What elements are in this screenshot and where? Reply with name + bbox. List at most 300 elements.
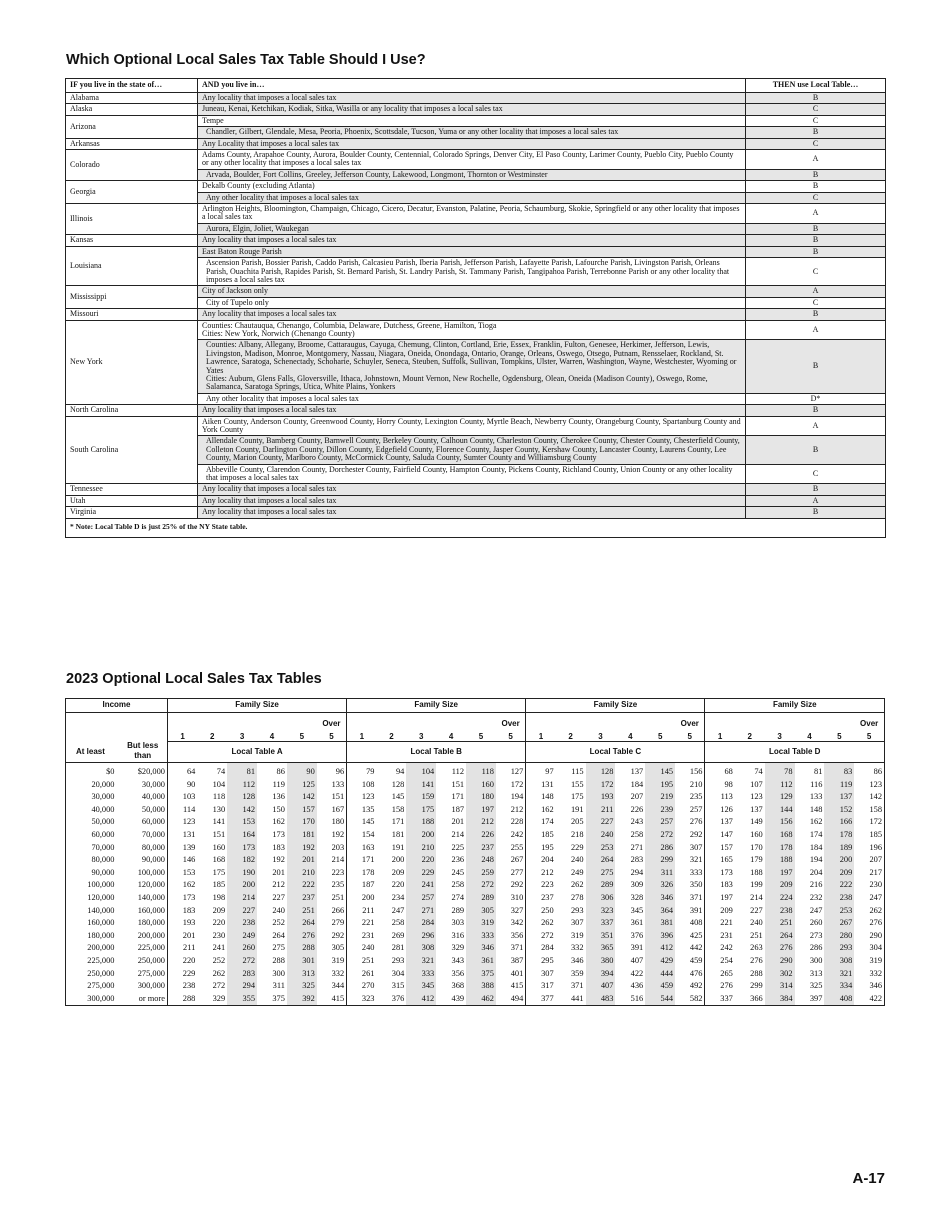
tax-amount: 192 <box>272 855 285 865</box>
family-size-column <box>317 713 347 742</box>
tax-amount: 74 <box>216 767 226 776</box>
tax-amount: 188 <box>765 854 795 867</box>
income-but-less-than: 80,000 <box>141 842 165 852</box>
tax-amount: 210 <box>287 867 317 880</box>
tax-amount: 86 <box>873 767 882 776</box>
at-least-header: At least <box>66 742 117 763</box>
tax-amount: 170 <box>750 842 763 852</box>
tax-amount: 356 <box>510 930 524 940</box>
tax-amount: 342 <box>510 918 524 928</box>
tax-amount: 304 <box>391 968 405 978</box>
table-row <box>66 980 885 993</box>
tax-amount: 178 <box>765 842 795 855</box>
size-number: 3 <box>598 731 603 741</box>
table-row <box>66 930 885 943</box>
table-letter-cell: B <box>746 169 886 180</box>
state-cell: Alaska <box>66 104 198 115</box>
tax-amount: 207 <box>630 792 644 802</box>
tax-amount: 264 <box>586 854 616 867</box>
tax-amount: 190 <box>227 867 257 880</box>
tax-amount: 262 <box>212 968 226 978</box>
tax-amount: 308 <box>824 955 854 968</box>
state-cell: Alabama <box>66 93 198 104</box>
table-letter-cell: B <box>746 436 886 464</box>
family-size-column <box>526 713 556 742</box>
tax-amount: 211 <box>347 905 377 918</box>
tax-amount: 346 <box>645 892 675 905</box>
tax-amount: 173 <box>227 842 257 855</box>
tax-amount: 209 <box>765 879 795 892</box>
tax-amount: 294 <box>630 867 644 877</box>
tax-amount: 162 <box>167 879 197 892</box>
local-table-name: Local Table C <box>526 742 705 763</box>
tax-amount: 366 <box>750 993 763 1003</box>
locality-cell: Tempe <box>198 115 746 126</box>
tax-amount: 216 <box>809 880 823 890</box>
table-letter-cell: B <box>746 127 886 138</box>
locality-cell: Ascension Parish, Bossier Parish, Caddo Parish, Calcasieu Parish, Iberia Parish, Jefferson Parish, Lafayette Parish, Lafourche Parish, Livingston Parish, Orleans Parish, Ouachita Parish, Rapides Parish, St. Bernard Parish, St. Landry Parish, St. Tammany Parish, Tangipahoa Parish, Terrebonne Parish or any other locality that imposes a local sales tax <box>198 258 746 286</box>
size-number: 5 <box>478 731 484 741</box>
tax-amount: 262 <box>570 880 584 890</box>
tax-amount: 170 <box>287 816 317 829</box>
tax-amount: 258 <box>630 829 644 839</box>
tax-amount: 377 <box>526 993 556 1006</box>
tax-amount: 221 <box>347 917 377 930</box>
tax-amount: 175 <box>406 804 436 817</box>
tax-amount: 314 <box>765 980 795 993</box>
family-size-column <box>496 713 526 742</box>
tax-amount: 242 <box>510 829 524 839</box>
tax-amount: 231 <box>705 930 735 943</box>
tax-amount: 199 <box>750 880 763 890</box>
tax-amount: 223 <box>526 879 556 892</box>
tax-amount: 258 <box>451 880 465 890</box>
tax-amount: 408 <box>689 918 703 928</box>
locality-cell: Abbeville County, Clarendon County, Dorchester County, Fairfield County, Hampton County, Pickens County, Richland County, Union County or any other locality that imposes a local sales tax <box>198 464 746 484</box>
tax-amount: 179 <box>750 855 763 865</box>
tax-amount: 113 <box>705 791 735 804</box>
income-but-less-than: 40,000 <box>141 792 165 802</box>
tax-amount: 207 <box>869 855 882 865</box>
family-size-header: Family Size <box>347 699 526 713</box>
income-at-least: $0 <box>106 767 115 776</box>
tax-amount: 151 <box>331 792 345 802</box>
tax-amount: 306 <box>586 892 616 905</box>
tax-amount: 197 <box>705 892 735 905</box>
tax-amount: 368 <box>451 981 465 991</box>
income-at-least: 90,000 <box>91 867 115 877</box>
tax-amount: 108 <box>347 779 377 792</box>
tax-amount: 288 <box>287 942 317 955</box>
tax-amount: 188 <box>750 867 763 877</box>
tax-amount: 346 <box>869 981 882 991</box>
local-table-name: Local Table A <box>167 742 346 763</box>
tax-amount: 173 <box>167 892 197 905</box>
tax-amount: 272 <box>227 955 257 968</box>
tax-amount: 276 <box>765 942 795 955</box>
tax-amount: 148 <box>809 804 823 814</box>
tax-amount: 483 <box>586 993 616 1006</box>
state-cell: Kansas <box>66 235 198 246</box>
tax-amount: 195 <box>526 842 556 855</box>
tax-amount: 150 <box>272 804 285 814</box>
local-table-name: Local Table B <box>347 742 526 763</box>
tax-amount: 146 <box>167 854 197 867</box>
table-row <box>66 779 885 792</box>
tax-amount: 83 <box>824 763 854 779</box>
table-letter-cell: B <box>746 181 886 192</box>
tax-amount: 142 <box>869 792 882 802</box>
family-size-column <box>287 713 317 742</box>
tax-amount: 263 <box>750 943 763 953</box>
tax-amount: 220 <box>167 955 197 968</box>
locality-cell: Adams County, Arapahoe County, Aurora, Boulder County, Centennial, Colorado Springs, Denver City, El Paso County, Larimer County, Pueblo City, Pueblo County or any other locality that imposes a local sales tax <box>198 150 746 170</box>
tax-amount: 194 <box>809 855 823 865</box>
tax-amount: 212 <box>526 867 556 880</box>
family-size-column <box>347 713 377 742</box>
tax-amount: 174 <box>526 816 556 829</box>
tax-amount: 212 <box>510 804 524 814</box>
tax-amount: 319 <box>570 930 584 940</box>
tax-amount: 251 <box>750 930 763 940</box>
locality-cell: Dekalb County (excluding Atlanta) <box>198 181 746 192</box>
tax-amount: 221 <box>705 917 735 930</box>
tax-amount: 107 <box>750 779 763 789</box>
table-letter-cell: C <box>746 464 886 484</box>
tax-amount: 187 <box>347 879 377 892</box>
tax-amount: 325 <box>809 981 823 991</box>
tax-amount: 288 <box>167 993 197 1006</box>
tax-amount: 243 <box>630 817 644 827</box>
tax-amount: 264 <box>272 930 285 940</box>
tax-amount: 253 <box>824 905 854 918</box>
tax-amount: 104 <box>406 763 436 779</box>
size-number: 5 <box>657 731 663 741</box>
family-size-column <box>376 713 406 742</box>
locality-cell: Chandler, Gilbert, Glendale, Mesa, Peoria, Phoenix, Scottsdale, Tucson, Yuma or any other locality that imposes a local sales tax <box>198 127 746 138</box>
tax-amount: 311 <box>272 981 285 991</box>
tax-amount: 160 <box>750 829 763 839</box>
tax-amount: 142 <box>287 791 317 804</box>
tax-amount: 253 <box>586 842 616 855</box>
tax-amount: 230 <box>869 880 882 890</box>
state-cell: Utah <box>66 495 198 506</box>
tax-amount: 494 <box>510 993 524 1003</box>
income-but-less-than: 300,000 <box>137 981 165 991</box>
tax-amount: 328 <box>630 892 644 902</box>
tax-amount: 200 <box>824 854 854 867</box>
tax-amount: 317 <box>526 980 556 993</box>
income-at-least: 80,000 <box>91 855 115 865</box>
income-at-least: 200,000 <box>87 943 115 953</box>
tax-amount: 222 <box>287 879 317 892</box>
table-row <box>66 320 886 340</box>
tax-amount: 277 <box>510 867 524 877</box>
tax-amount: 334 <box>824 980 854 993</box>
tax-amount: 189 <box>824 842 854 855</box>
tax-amount: 157 <box>287 804 317 817</box>
tax-amount: 148 <box>526 791 556 804</box>
tax-amount: 96 <box>335 767 345 776</box>
tax-amount: 218 <box>570 829 584 839</box>
tax-amount: 333 <box>406 968 436 981</box>
tax-amount: 321 <box>689 855 703 865</box>
income-at-least: 180,000 <box>87 930 115 940</box>
tax-amount: 273 <box>809 930 823 940</box>
table-letter-cell: A <box>746 150 886 170</box>
tax-amount: 459 <box>645 980 675 993</box>
tax-amount: 217 <box>869 867 882 877</box>
tax-amount: 375 <box>272 993 285 1003</box>
tax-amount: 196 <box>869 842 882 852</box>
locality-cell: City of Jackson only <box>198 286 746 297</box>
table-row <box>66 917 885 930</box>
income-but-less-than: 70,000 <box>141 829 165 839</box>
spacer <box>66 713 117 742</box>
tax-amount: 156 <box>689 767 703 776</box>
income-at-least: 20,000 <box>91 779 115 789</box>
table-row <box>66 816 885 829</box>
tax-amount: 332 <box>869 968 882 978</box>
size-number: 5 <box>299 731 305 741</box>
tax-amount: 235 <box>689 792 703 802</box>
tax-amount: 401 <box>510 968 524 978</box>
tax-amount: 127 <box>510 767 524 776</box>
state-cell: Arkansas <box>66 138 198 149</box>
tax-amount: 259 <box>466 867 496 880</box>
tax-amount: 286 <box>645 842 675 855</box>
size-number: 3 <box>239 731 245 741</box>
tax-amount: 266 <box>331 905 345 915</box>
table-letter-cell: B <box>746 223 886 234</box>
family-size-header: Family Size <box>167 699 346 713</box>
tax-amount: 292 <box>689 829 703 839</box>
tax-amount: 193 <box>586 791 616 804</box>
tax-amount: 276 <box>689 817 703 827</box>
tax-amount: 211 <box>586 804 616 817</box>
tax-amount: 227 <box>586 816 616 829</box>
tax-amount: 313 <box>287 968 317 981</box>
tax-amount: 201 <box>167 930 197 943</box>
table-letter-cell: C <box>746 104 886 115</box>
tax-amount: 329 <box>451 943 465 953</box>
tax-amount: 289 <box>586 879 616 892</box>
size-number: 1 <box>717 731 723 741</box>
state-cell: Mississippi <box>66 286 198 309</box>
column-header: IF you live in the state of… <box>66 79 198 93</box>
table-row <box>66 892 885 905</box>
tax-amount: 212 <box>466 816 496 829</box>
tax-amount: 462 <box>466 993 496 1006</box>
table-letter-cell: C <box>746 138 886 149</box>
tax-amount: 345 <box>406 980 436 993</box>
tax-amount: 183 <box>272 842 285 852</box>
tax-amount: 415 <box>331 993 345 1003</box>
tax-amount: 249 <box>227 930 257 943</box>
tax-amount: 112 <box>765 779 795 792</box>
tax-amount: 397 <box>809 993 823 1003</box>
tax-amount: 175 <box>570 792 584 802</box>
family-size-header: Family Size <box>705 699 885 713</box>
tax-amount: 309 <box>630 880 644 890</box>
size-number: 2 <box>568 731 573 741</box>
tax-amount: 292 <box>331 930 345 940</box>
tax-amount: 128 <box>586 763 616 779</box>
tax-amount: 252 <box>212 955 226 965</box>
table-row <box>66 942 885 955</box>
table-row <box>66 93 886 104</box>
family-size-column <box>645 713 675 742</box>
tax-amount: 265 <box>705 968 735 981</box>
tax-amount: 346 <box>466 942 496 955</box>
tax-amount: 255 <box>510 842 524 852</box>
tax-amount: 180 <box>331 817 345 827</box>
tax-amount: 381 <box>645 917 675 930</box>
state-cell: Arizona <box>66 115 198 138</box>
tax-amount: 188 <box>406 816 436 829</box>
tax-amount: 184 <box>809 842 823 852</box>
tax-amount: 407 <box>630 955 644 965</box>
table-row <box>66 905 885 918</box>
tax-amount: 123 <box>869 779 882 789</box>
tax-amount: 123 <box>347 791 377 804</box>
tax-amount: 307 <box>526 968 556 981</box>
locality-cell: Counties: Albany, Allegany, Broome, Cattaraugus, Cayuga, Chemung, Clinton, Cortland, Erie, Essex, Franklin, Fulton, Genesee, Herkimer, Jefferson, Lewis, Livingston, Madison, Monroe, Montgomery, Nassau, Niagara, Oneida, Onondaga, Ontario, Orange, Orleans, Oswego, Otsego, Putnam, Rensselaer, Rockland, St. Lawrence, Saratoga, Schenectady, Schoharie, Schuyler, Seneca, Steuben, Suffolk, Sullivan, Tompkins, Ulster, Warren, Washington, Wayne, Westchester, Wyoming or Yates Cities: Auburn, Glens Falls, Gloversville, Ithaca, Johnstown, Mount Vernon, New Rochelle, Ogdensburg, Olean, Oneida (Madison County), Oswego, Rome, Salamanca, Saratoga Springs, Utica, White Plains, Yonkers <box>198 340 746 393</box>
table-row <box>66 842 885 855</box>
size-number: 4 <box>448 731 454 741</box>
table-letter-cell: B <box>746 484 886 495</box>
table-row <box>66 507 886 518</box>
tax-amount: 376 <box>630 930 644 940</box>
tax-amount: 159 <box>406 791 436 804</box>
state-cell: Tennessee <box>66 484 198 495</box>
tax-amount: 209 <box>824 867 854 880</box>
tax-amount: 185 <box>212 880 226 890</box>
tax-amount: 119 <box>824 779 854 792</box>
tax-amount: 236 <box>451 855 465 865</box>
size-number: 4 <box>269 731 275 741</box>
tax-amount: 151 <box>212 829 226 839</box>
tax-amount: 64 <box>167 763 197 779</box>
tax-amount: 302 <box>765 968 795 981</box>
tax-amount: 183 <box>167 905 197 918</box>
tax-amount: 240 <box>570 855 584 865</box>
tax-amount: 147 <box>705 829 735 842</box>
tax-amount: 226 <box>630 804 644 814</box>
tax-amount: 245 <box>451 867 465 877</box>
tax-amount: 371 <box>570 981 584 991</box>
tax-amount: 210 <box>406 842 436 855</box>
income-at-least: 30,000 <box>91 792 115 802</box>
table-letter-cell: A <box>746 204 886 224</box>
tax-amount: 220 <box>391 880 405 890</box>
tax-amount: 371 <box>689 892 703 902</box>
tax-amount: 391 <box>689 905 703 915</box>
tax-amount: 350 <box>689 880 703 890</box>
tax-amount: 267 <box>824 917 854 930</box>
tax-amount: 276 <box>705 980 735 993</box>
tax-amount: 162 <box>272 817 285 827</box>
tax-amount: 142 <box>227 804 257 817</box>
tax-amount: 163 <box>347 842 377 855</box>
tax-amount: 136 <box>272 792 285 802</box>
tax-amount: 137 <box>705 816 735 829</box>
table-row <box>66 879 885 892</box>
page-number: A-17 <box>852 1170 885 1187</box>
tax-amount: 154 <box>347 829 377 842</box>
tax-amount: 171 <box>391 817 405 827</box>
family-size-column <box>466 713 496 742</box>
tax-amount: 439 <box>451 993 465 1003</box>
tax-amount: 229 <box>406 867 436 880</box>
tax-amount: 380 <box>586 955 616 968</box>
tax-amount: 492 <box>689 981 703 991</box>
family-size-column <box>436 713 466 742</box>
tax-amount: 172 <box>510 779 524 789</box>
tax-amount: 210 <box>689 779 703 789</box>
tax-amount: 299 <box>750 981 763 991</box>
tax-amount: 149 <box>750 817 763 827</box>
tax-amount: 162 <box>526 804 556 817</box>
tax-amount: 415 <box>510 981 524 991</box>
income-at-least: 140,000 <box>87 905 115 915</box>
tax-amount: 197 <box>466 804 496 817</box>
table-letter-cell: C <box>746 258 886 286</box>
locality-cell: Any locality that imposes a local sales tax <box>198 405 746 416</box>
tax-amount: 272 <box>526 930 556 943</box>
tax-amount: 229 <box>167 968 197 981</box>
tax-amount: 308 <box>406 942 436 955</box>
tax-amount: 319 <box>466 917 496 930</box>
tax-amount: 114 <box>167 804 197 817</box>
locality-cell: East Baton Rouge Parish <box>198 246 746 257</box>
income-at-least: 40,000 <box>91 804 115 814</box>
tax-amount: 200 <box>406 829 436 842</box>
tax-amount: 251 <box>287 905 317 918</box>
tax-amount: 172 <box>869 817 882 827</box>
tax-amount: 192 <box>287 842 317 855</box>
tax-amount: 319 <box>331 955 345 965</box>
table-row <box>66 104 886 115</box>
table-row <box>66 968 885 981</box>
income-at-least: 50,000 <box>91 817 115 827</box>
tax-amount: 231 <box>347 930 377 943</box>
tax-amount: 351 <box>586 930 616 943</box>
locality-cell: Any locality that imposes a local sales tax <box>198 484 746 495</box>
tax-amount: 137 <box>750 804 763 814</box>
tax-amount: 171 <box>451 792 465 802</box>
table-row <box>66 115 886 126</box>
tax-amount: 387 <box>510 955 524 965</box>
tax-amount: 429 <box>645 955 675 968</box>
tax-amount: 118 <box>466 763 496 779</box>
table-letter-cell: A <box>746 495 886 506</box>
tax-amount: 422 <box>869 993 882 1003</box>
table-letter-cell: C <box>746 192 886 203</box>
income-but-less-than: or more <box>138 993 165 1003</box>
state-cell: Missouri <box>66 309 198 320</box>
column-header: THEN use Local Table… <box>746 79 886 93</box>
tax-amount: 361 <box>466 955 496 968</box>
size-number: 5 <box>508 731 513 741</box>
local-table-name: Local Table D <box>705 742 885 763</box>
tax-amount: 237 <box>526 892 556 905</box>
tax-amount: 286 <box>809 943 823 953</box>
tax-amount: 104 <box>212 779 226 789</box>
table-row <box>66 416 886 436</box>
tax-amount: 392 <box>287 993 317 1006</box>
over-label: Over <box>860 719 879 728</box>
